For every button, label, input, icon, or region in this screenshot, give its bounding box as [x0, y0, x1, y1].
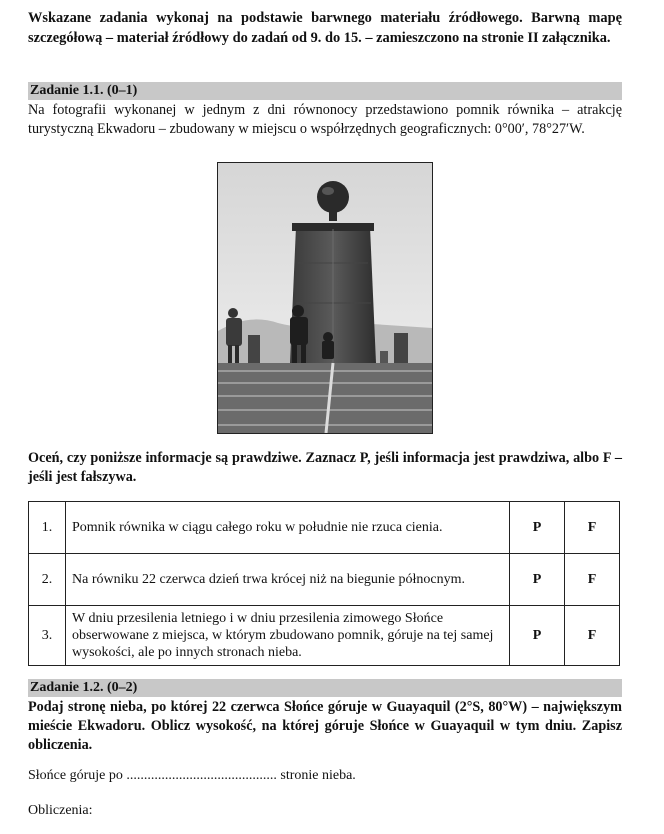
statement-number: 1. [29, 502, 66, 554]
true-option[interactable]: P [510, 554, 565, 606]
false-option[interactable]: F [565, 606, 620, 666]
false-option[interactable]: F [565, 554, 620, 606]
answer-blank[interactable]: ........................................... [126, 768, 277, 783]
task-1-2-header: Zadanie 1.2. (0–2) [28, 679, 622, 697]
answer-prefix: Słońce góruje po [28, 768, 123, 783]
true-false-table [28, 501, 620, 666]
statement-text: Na równiku 22 czerwca dzień trwa krócej niż na biegunie północnym. [66, 554, 510, 606]
true-option[interactable]: P [510, 502, 565, 554]
statement-text: Pomnik równika w ciągu całego roku w południe nie rzuca cienia. [66, 502, 510, 554]
false-option[interactable]: F [565, 502, 620, 554]
task-1-1-description: Na fotografii wykonanej w jednym z dni równonocy przedstawiono pomnik równika – atrakcję turystyczną Ekwadoru – zbudowany w miejscu o współrzędnych geograficznych: 0°00′, 78°27′W. [28, 102, 622, 137]
statement-number: 2. [29, 554, 66, 606]
statement-text: W dniu przesilenia letniego i w dniu przesilenia zimowego Słońce obserwowane z miejsca, w którym zbudowano pomnik, góruje na tej samej wysokości, ale po innych stronach nieba. [66, 606, 510, 666]
answer-suffix: stronie nieba. [280, 768, 356, 783]
task-1-1-header: Zadanie 1.1. (0–1) [28, 82, 622, 100]
task-1-1-instruction: Oceń, czy poniższe informacje są prawdziwe. Zaznacz P, jeśli informacja jest prawdziwa, albo F – jeśli jest fałszywa. [28, 450, 622, 485]
intro-text: Wskazane zadania wykonaj na podstawie barwnego materiału źródłowego. Barwną mapę szczegółową – materiał źródłowy do zadań od 9. do 15. – zamieszczono na stronie II załącznika. [28, 10, 622, 46]
answer-line [28, 768, 356, 784]
statement-row [29, 502, 620, 554]
statement-row [29, 554, 620, 606]
true-option[interactable]: P [510, 606, 565, 666]
equator-monument-photo [217, 162, 433, 434]
statement-row [29, 606, 620, 666]
calculations-label: Obliczenia: [28, 803, 93, 818]
statement-number: 3. [29, 606, 66, 666]
task-1-2-instruction: Podaj stronę nieba, po której 22 czerwca Słońce góruje w Guayaquil (2°S, 80°W) – największym mieście Ekwadoru. Oblicz wysokość, na której góruje Słońce w Guayaquil w tym dniu. Zapisz obliczenia. [28, 699, 622, 753]
